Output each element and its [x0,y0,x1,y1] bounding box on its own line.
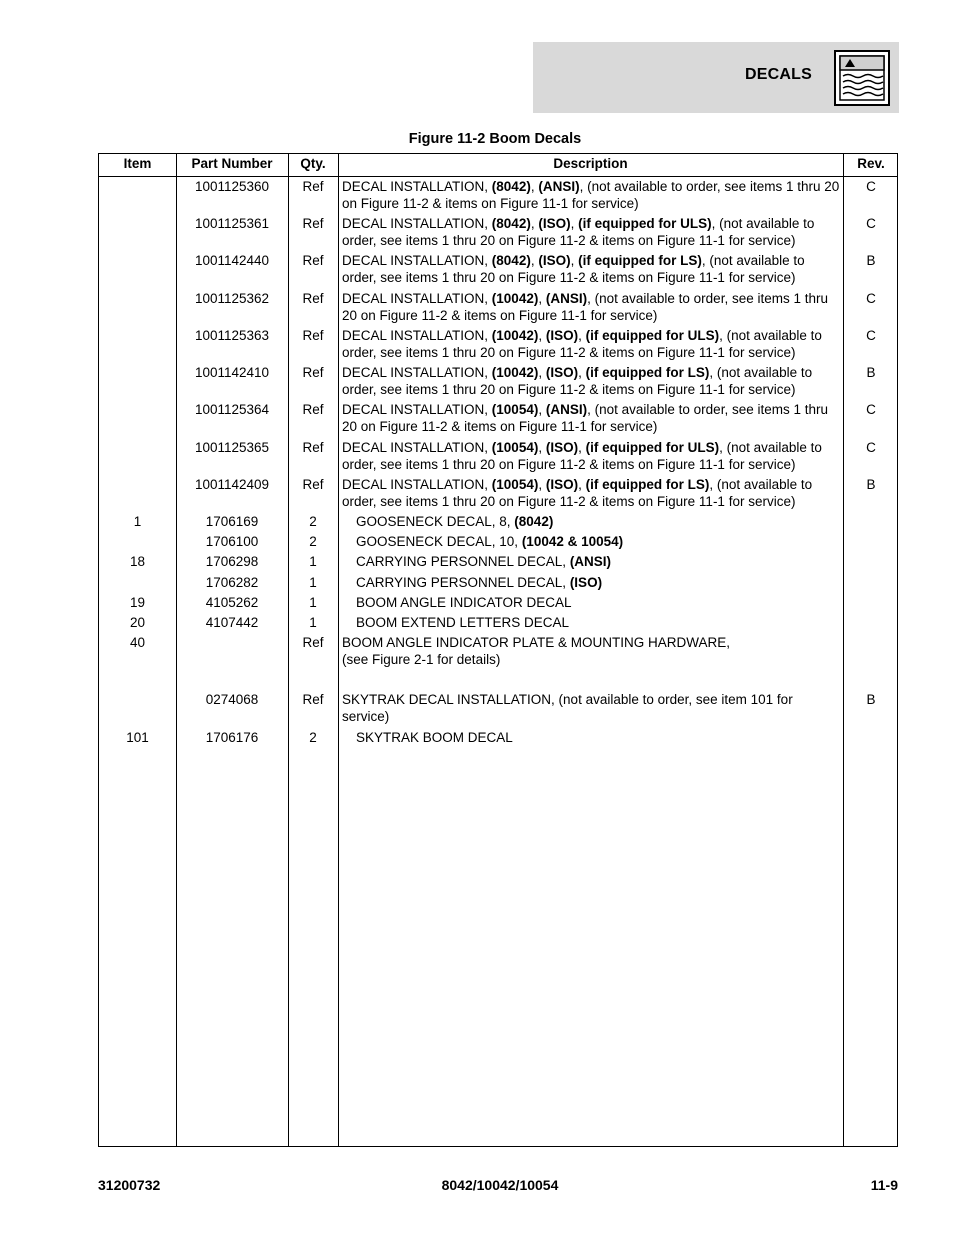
description-text: , [530,179,539,194]
description-text: (ISO) [569,575,603,590]
item-number: 101 [126,730,149,745]
description [342,252,840,286]
description [342,729,854,746]
part-number: 1706100 [205,534,259,549]
description-text: , [538,402,546,417]
description-text: BOOM EXTEND LETTERS DECAL [356,615,570,630]
revision: B [866,365,876,380]
description-text: DECAL INSTALLATION, [342,328,492,343]
description-text: DECAL INSTALLATION, [342,291,492,306]
description-text: , [530,253,539,268]
revision: C [866,216,876,231]
description [342,439,840,473]
quantity: Ref [302,253,324,268]
column-header-qty: Qty. [300,156,326,171]
revision: C [866,179,876,194]
description [342,614,854,631]
description-text: , [538,365,546,380]
description [342,574,854,591]
part-number: 1001125363 [194,328,270,343]
quantity: Ref [302,216,324,231]
description-text: CARRYING PERSONNEL DECAL, [356,554,570,569]
quantity: 1 [309,595,317,610]
parts-table [98,153,898,1147]
description-text: DECAL INSTALLATION, [342,365,492,380]
quantity: Ref [302,635,324,650]
description [342,513,854,530]
item-number: 18 [129,554,146,569]
description-text: , (not available to order, see items 1 thru 20 on Figure 11-2 & items on Figure 11-1 for service) [342,328,822,360]
description-text: , (not available to order, see items 1 thru 20 on Figure 11-2 & items on Figure 11-1 for service) [342,365,813,397]
description-text: (10042) [491,291,539,306]
description-text: DECAL INSTALLATION, [342,216,492,231]
description [342,594,854,611]
description-text: (ISO) [545,328,579,343]
description-text: , (not available to order, see items 1 thru 20 on Figure 11-2 & items on Figure 11-1 for service) [342,440,822,472]
description [342,476,840,510]
description-text: (ISO) [538,253,571,268]
description-text: , (not available to order, see items 1 thru 20 on Figure 11-2 & items on Figure 11-1 for service) [342,253,805,285]
column-header-item: Item [123,156,152,171]
description-text: (ISO) [545,440,579,455]
item-number: 40 [129,635,146,650]
description-text: , [578,477,586,492]
part-number: 1706169 [205,514,259,529]
description-text: , [538,477,546,492]
quantity: Ref [302,402,324,417]
description-text: (if equipped for ULS) [585,440,720,455]
description-text: (if equipped for LS) [585,365,710,380]
description-text: (8042) [491,179,531,194]
description-text: , [570,253,579,268]
description-text: , (not available to order, see items 1 thru 20 on Figure 11-2 & items on Figure 11-1 for service) [342,291,828,323]
description-text: (10042) [491,328,539,343]
document-number: 31200732 [98,1177,161,1193]
description-text: (10054) [491,402,539,417]
description-text: (if equipped for LS) [585,477,710,492]
quantity: Ref [302,440,324,455]
part-number: 1001125365 [194,440,270,455]
quantity: 1 [309,615,317,630]
page-number: 11-9 [870,1177,898,1193]
quantity: 2 [309,514,317,529]
header-divider [99,176,897,177]
model-numbers: 8042/10042/10054 [441,1177,559,1193]
description [342,290,840,324]
description-text: , [538,440,546,455]
description-text: (if equipped for LS) [578,253,702,268]
column-header-description: Description [553,156,628,171]
description-text: DECAL INSTALLATION, [342,477,492,492]
part-number: 4105262 [205,595,259,610]
description-text: (8042) [514,514,554,529]
description-text: DECAL INSTALLATION, [342,402,492,417]
description [342,553,854,570]
part-number: 1001125360 [194,179,270,194]
description [342,634,840,668]
description-text: DECAL INSTALLATION, [342,253,492,268]
quantity: Ref [302,179,324,194]
description [342,364,840,398]
revision: B [866,477,876,492]
quantity: Ref [302,291,324,306]
description-text: BOOM ANGLE INDICATOR PLATE & MOUNTING HARDWARE, (see Figure 2-1 for details) [342,635,731,667]
part-number: 1001142410 [194,365,270,380]
description-text: , (not available to order, see items 1 thru 20 on Figure 11-2 & items on Figure 11-1 for service) [342,179,840,211]
description-text: (ANSI) [545,291,588,306]
quantity: 1 [309,554,317,569]
item-number: 19 [129,595,146,610]
description-text: , [570,216,579,231]
description-text: BOOM ANGLE INDICATOR DECAL [356,595,572,610]
quantity: 2 [309,730,317,745]
description-text: SKYTRAK BOOM DECAL [356,730,513,745]
description-text: CARRYING PERSONNEL DECAL, [356,575,570,590]
item-number: 20 [129,615,146,630]
part-number: 1001125364 [194,402,270,417]
description-text: (10042) [491,365,539,380]
description-text: (ANSI) [569,554,612,569]
description-text: , [538,291,546,306]
revision: C [866,440,876,455]
part-number: 0274068 [205,692,259,707]
description-text: (ISO) [538,216,571,231]
description-text: (if equipped for ULS) [585,328,720,343]
part-number: 1001142409 [194,477,270,492]
description-text: (10054) [491,440,539,455]
description-text: (ANSI) [545,402,588,417]
quantity: Ref [302,477,324,492]
description-text: , (not available to order, see items 1 thru 20 on Figure 11-2 & items on Figure 11-1 for service) [342,477,813,509]
description-text: , (not available to order, see items 1 thru 20 on Figure 11-2 & items on Figure 11-1 for service) [342,216,815,248]
description-text: (10042 & 10054) [521,534,624,549]
revision: B [866,253,876,268]
description-text: (ANSI) [538,179,580,194]
quantity: 2 [309,534,317,549]
column-divider [338,154,339,1146]
part-number: 1001125361 [194,216,270,231]
description-text: (if equipped for ULS) [578,216,712,231]
description-text: (10054) [491,477,539,492]
description [342,691,840,725]
quantity: Ref [302,692,324,707]
part-number: 1001125362 [194,291,270,306]
description-text: DECAL INSTALLATION, [342,179,492,194]
description [342,327,840,361]
column-header-part-number: Part Number [191,156,273,171]
description-text: (ISO) [545,365,579,380]
description [342,533,854,550]
description-text: , [538,328,546,343]
description-text: , [578,440,586,455]
revision: B [866,692,876,707]
description-text: , [530,216,539,231]
description [342,178,840,212]
revision: C [866,291,876,306]
description [342,215,840,249]
column-header-rev: Rev. [857,156,885,171]
revision: C [866,402,876,417]
decals-manual-icon [834,50,890,106]
figure-title: Figure 11-2 Boom Decals [408,131,582,147]
quantity: Ref [302,328,324,343]
part-number: 1001142440 [194,253,270,268]
description-text: (8042) [491,216,531,231]
description-text: , (not available to order, see items 1 thru 20 on Figure 11-2 & items on Figure 11-1 for service) [342,402,828,434]
description-text: DECAL INSTALLATION, [342,440,492,455]
part-number: 1706282 [205,575,259,590]
quantity: Ref [302,365,324,380]
section-title: DECALS [745,66,812,83]
part-number: 4107442 [205,615,259,630]
description-text: GOOSENECK DECAL, 10, [356,534,522,549]
part-number: 1706298 [205,554,259,569]
description-text: SKYTRAK DECAL INSTALLATION, (not available to order, see item 101 for service) [342,692,793,724]
quantity: 1 [309,575,317,590]
part-number: 1706176 [205,730,259,745]
description-text: , [578,328,586,343]
revision: C [866,328,876,343]
description-text: (8042) [491,253,531,268]
description-text: , [578,365,586,380]
description-text: (ISO) [545,477,579,492]
description [342,401,840,435]
item-number: 1 [133,514,142,529]
description-text: GOOSENECK DECAL, 8, [356,514,515,529]
